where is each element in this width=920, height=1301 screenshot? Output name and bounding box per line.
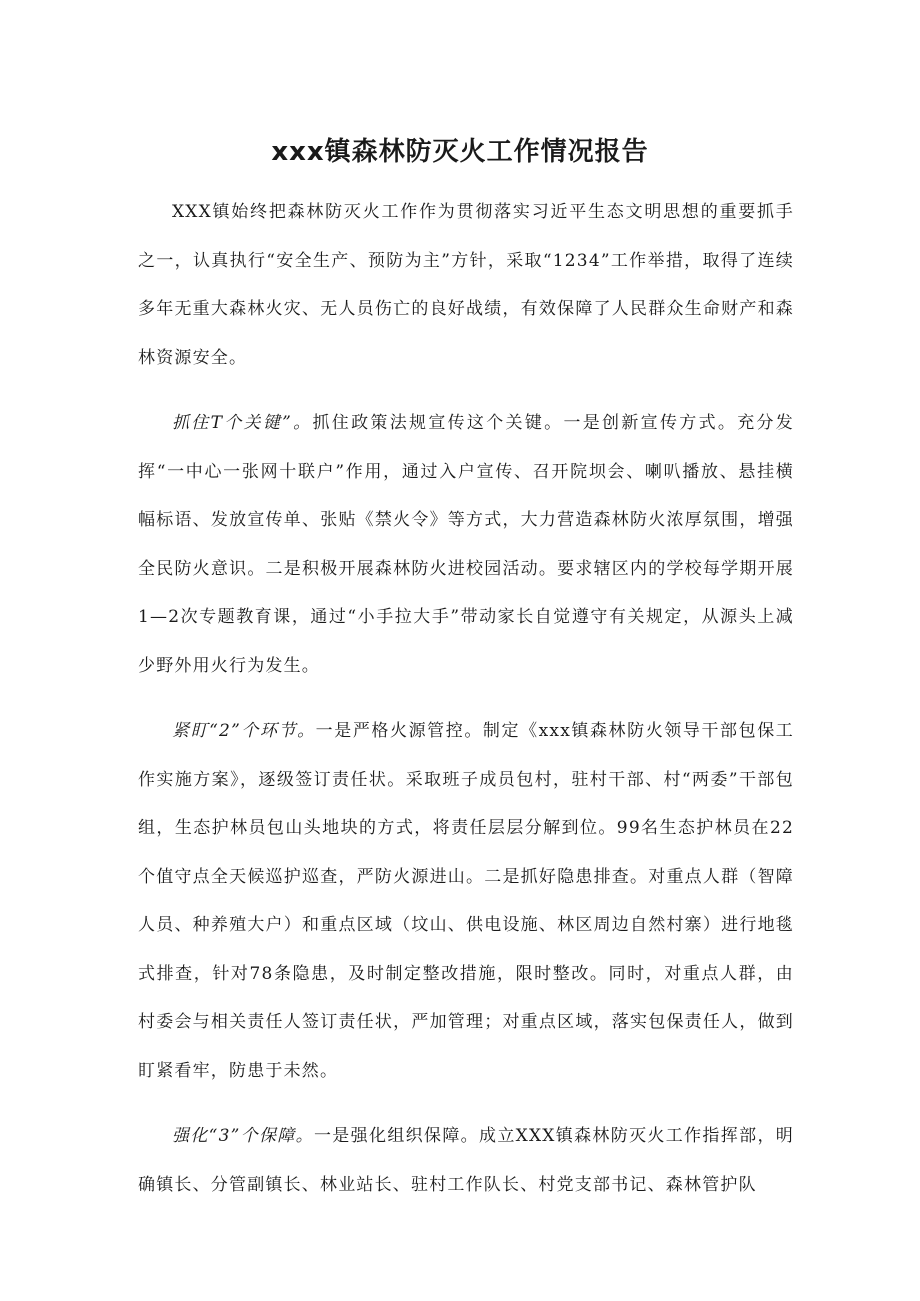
paragraph-intro: [138, 188, 794, 382]
paragraph-key-point-3: [138, 1112, 794, 1209]
paragraph-text: 一是严格火源管控。制定《xxx镇森林防火领导干部包保工作实施方案》，逐级签订责任状。采取班子成员包村，驻村干部、村“两委”干部包组，生态护林员包山头地块的方式，将责任层层分解到位。99名生态护林员在22个值守点全天候巡护巡查，严防火源进山。二是抓好隐患排查。对重点人群（智障人员、种养殖大户）和重点区域（坟山、供电设施、林区周边自然村寨）进行地毯式排查，针对78条隐患，及时制定整改措施，限时整改。同时，对重点人群，由村委会与相关责任人签订责任状，严加管理；对重点区域，落实包保责任人，做到盯紧看牢，防患于未然。: [138, 721, 794, 1081]
document-title: xxx镇森林防灭火工作情况报告: [271, 137, 649, 167]
paragraph-text: 抓住政策法规宣传这个关键。一是创新宣传方式。充分发挥“一中心一张网十联户”作用，通过入户宣传、召开院坝会、喇叭播放、悬挂横幅标语、发放宣传单、张贴《禁火令》等方式，大力营造森林防火浓厚氛围，增强全民防火意识。二是积极开展森林防火进校园活动。要求辖区内的学校每学期开展1—2次专题教育课，通过“小手拉大手”带动家长自觉遵守有关规定，从源头上减少野外用火行为发生。: [138, 413, 795, 676]
paragraph-lead: 强化“3”个保障。: [172, 1126, 314, 1146]
paragraph-lead: 紧盯“2”个环节。: [172, 721, 316, 741]
paragraph-key-point-2: [138, 707, 794, 1095]
document-body: [138, 188, 794, 1209]
paragraph-text: XXX镇始终把森林防灭火工作作为贯彻落实习近平生态文明思想的重要抓手之一，认真执行“安全生产、预防为主”方针，采取“1234”工作举措，取得了连续多年无重大森林火灾、无人员伤亡的良好战绩，有效保障了人民群众生命财产和森林资源安全。: [138, 202, 794, 368]
paragraph-text: 一是强化组织保障。成立XXX镇森林防灭火工作指挥部，明确镇长、分管副镇长、林业站长、驻村工作队长、村党支部书记、森林管护队: [138, 1126, 794, 1195]
paragraph-lead: 抓住T个关键”。: [172, 413, 313, 433]
paragraph-key-point-1: [138, 399, 794, 690]
